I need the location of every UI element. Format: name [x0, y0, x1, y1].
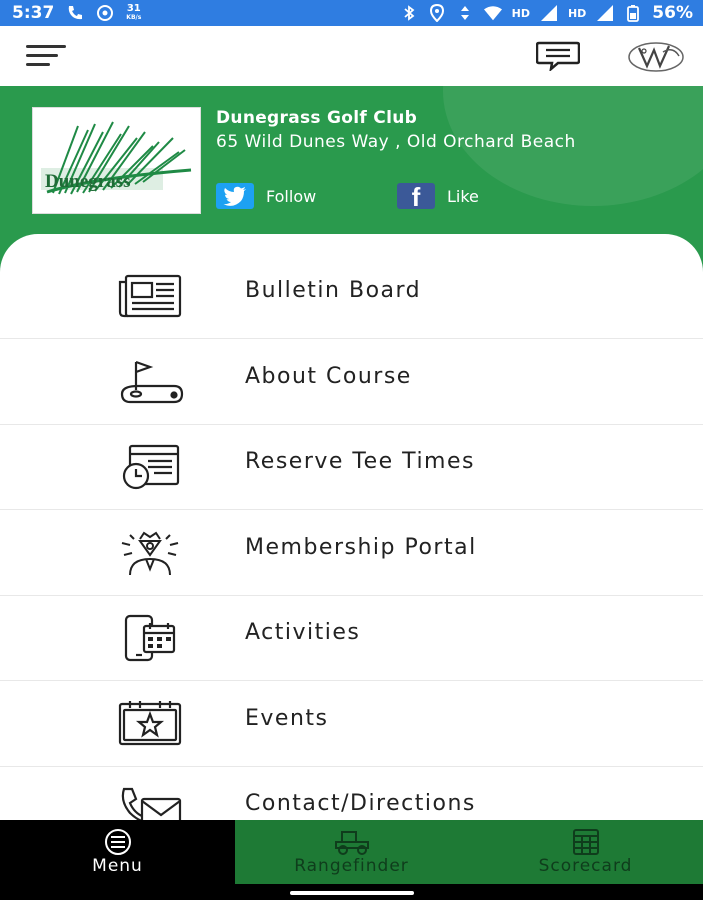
tab-scorecard[interactable] — [468, 820, 703, 884]
app-brand-logo-icon[interactable] — [627, 38, 685, 76]
golf-cart-icon — [332, 828, 372, 856]
phone-mail-icon — [116, 785, 184, 820]
signal-icon-2 — [596, 4, 614, 22]
facebook-icon: f — [397, 183, 435, 209]
menu-item-contact-directions[interactable] — [0, 767, 703, 820]
menu-item-activities[interactable] — [0, 596, 703, 681]
data-arrows-icon — [456, 4, 474, 22]
twitter-icon — [216, 183, 254, 209]
location-icon — [428, 4, 446, 22]
tab-menu[interactable] — [0, 820, 235, 884]
menu-item-membership-portal[interactable] — [0, 511, 703, 596]
app-bar — [0, 26, 703, 87]
calendar-clock-icon — [116, 443, 184, 491]
menu-item-label: Activities — [245, 620, 361, 645]
missed-call-icon — [66, 4, 84, 22]
bluetooth-icon — [400, 4, 418, 22]
wifi-icon — [484, 4, 502, 22]
menu-item-label: Events — [245, 706, 329, 731]
network-speed: 31 KB/s — [126, 3, 142, 21]
menu-item-label: Contact/Directions — [245, 791, 476, 816]
club-address: 65 Wild Dunes Way , Old Orchard Beach — [216, 132, 576, 152]
newspaper-icon — [116, 272, 184, 320]
event-star-icon — [116, 700, 184, 748]
menu-item-label: Reserve Tee Times — [245, 449, 475, 474]
hd-badge-2: HD — [567, 6, 587, 20]
menu-item-label: About Course — [245, 364, 412, 389]
menu-item-events[interactable] — [0, 682, 703, 767]
menu-item-reserve-tee-times[interactable] — [0, 425, 703, 510]
menu-item-label: Bulletin Board — [245, 278, 422, 303]
tab-scorecard-label: Scorecard — [538, 856, 633, 876]
phone-calendar-icon — [116, 614, 184, 662]
signal-icon — [540, 4, 558, 22]
chat-message-icon[interactable] — [536, 41, 580, 71]
status-bar — [0, 0, 703, 26]
status-time: 5:37 — [12, 3, 55, 23]
tab-menu-label: Menu — [92, 856, 143, 876]
golf-flag-icon — [116, 358, 184, 406]
bottom-navigation — [0, 820, 703, 900]
battery-percent: 56% — [652, 3, 693, 23]
menu-circle-icon — [98, 828, 138, 856]
menu-hamburger-icon[interactable] — [26, 42, 66, 68]
club-logo-text: Dunegrass — [45, 171, 131, 192]
club-logo — [32, 107, 201, 214]
battery-icon — [624, 4, 642, 22]
menu-item-about-course[interactable] — [0, 340, 703, 425]
facebook-like-button[interactable] — [397, 183, 479, 209]
menu-item-bulletin-board[interactable] — [0, 254, 703, 339]
hotspot-icon — [96, 4, 114, 22]
home-indicator[interactable] — [290, 891, 414, 895]
hd-badge: HD — [511, 6, 530, 20]
member-badge-icon — [116, 529, 184, 577]
facebook-like-label: Like — [447, 186, 479, 206]
tab-rangefinder-label: Rangefinder — [294, 856, 409, 876]
scorecard-icon — [566, 828, 606, 856]
club-name: Dunegrass Golf Club — [216, 108, 418, 128]
twitter-follow-label: Follow — [266, 186, 317, 206]
menu-card — [0, 234, 703, 820]
tab-rangefinder[interactable] — [235, 820, 468, 884]
twitter-follow-button[interactable] — [216, 183, 316, 209]
menu-item-label: Membership Portal — [245, 535, 477, 560]
